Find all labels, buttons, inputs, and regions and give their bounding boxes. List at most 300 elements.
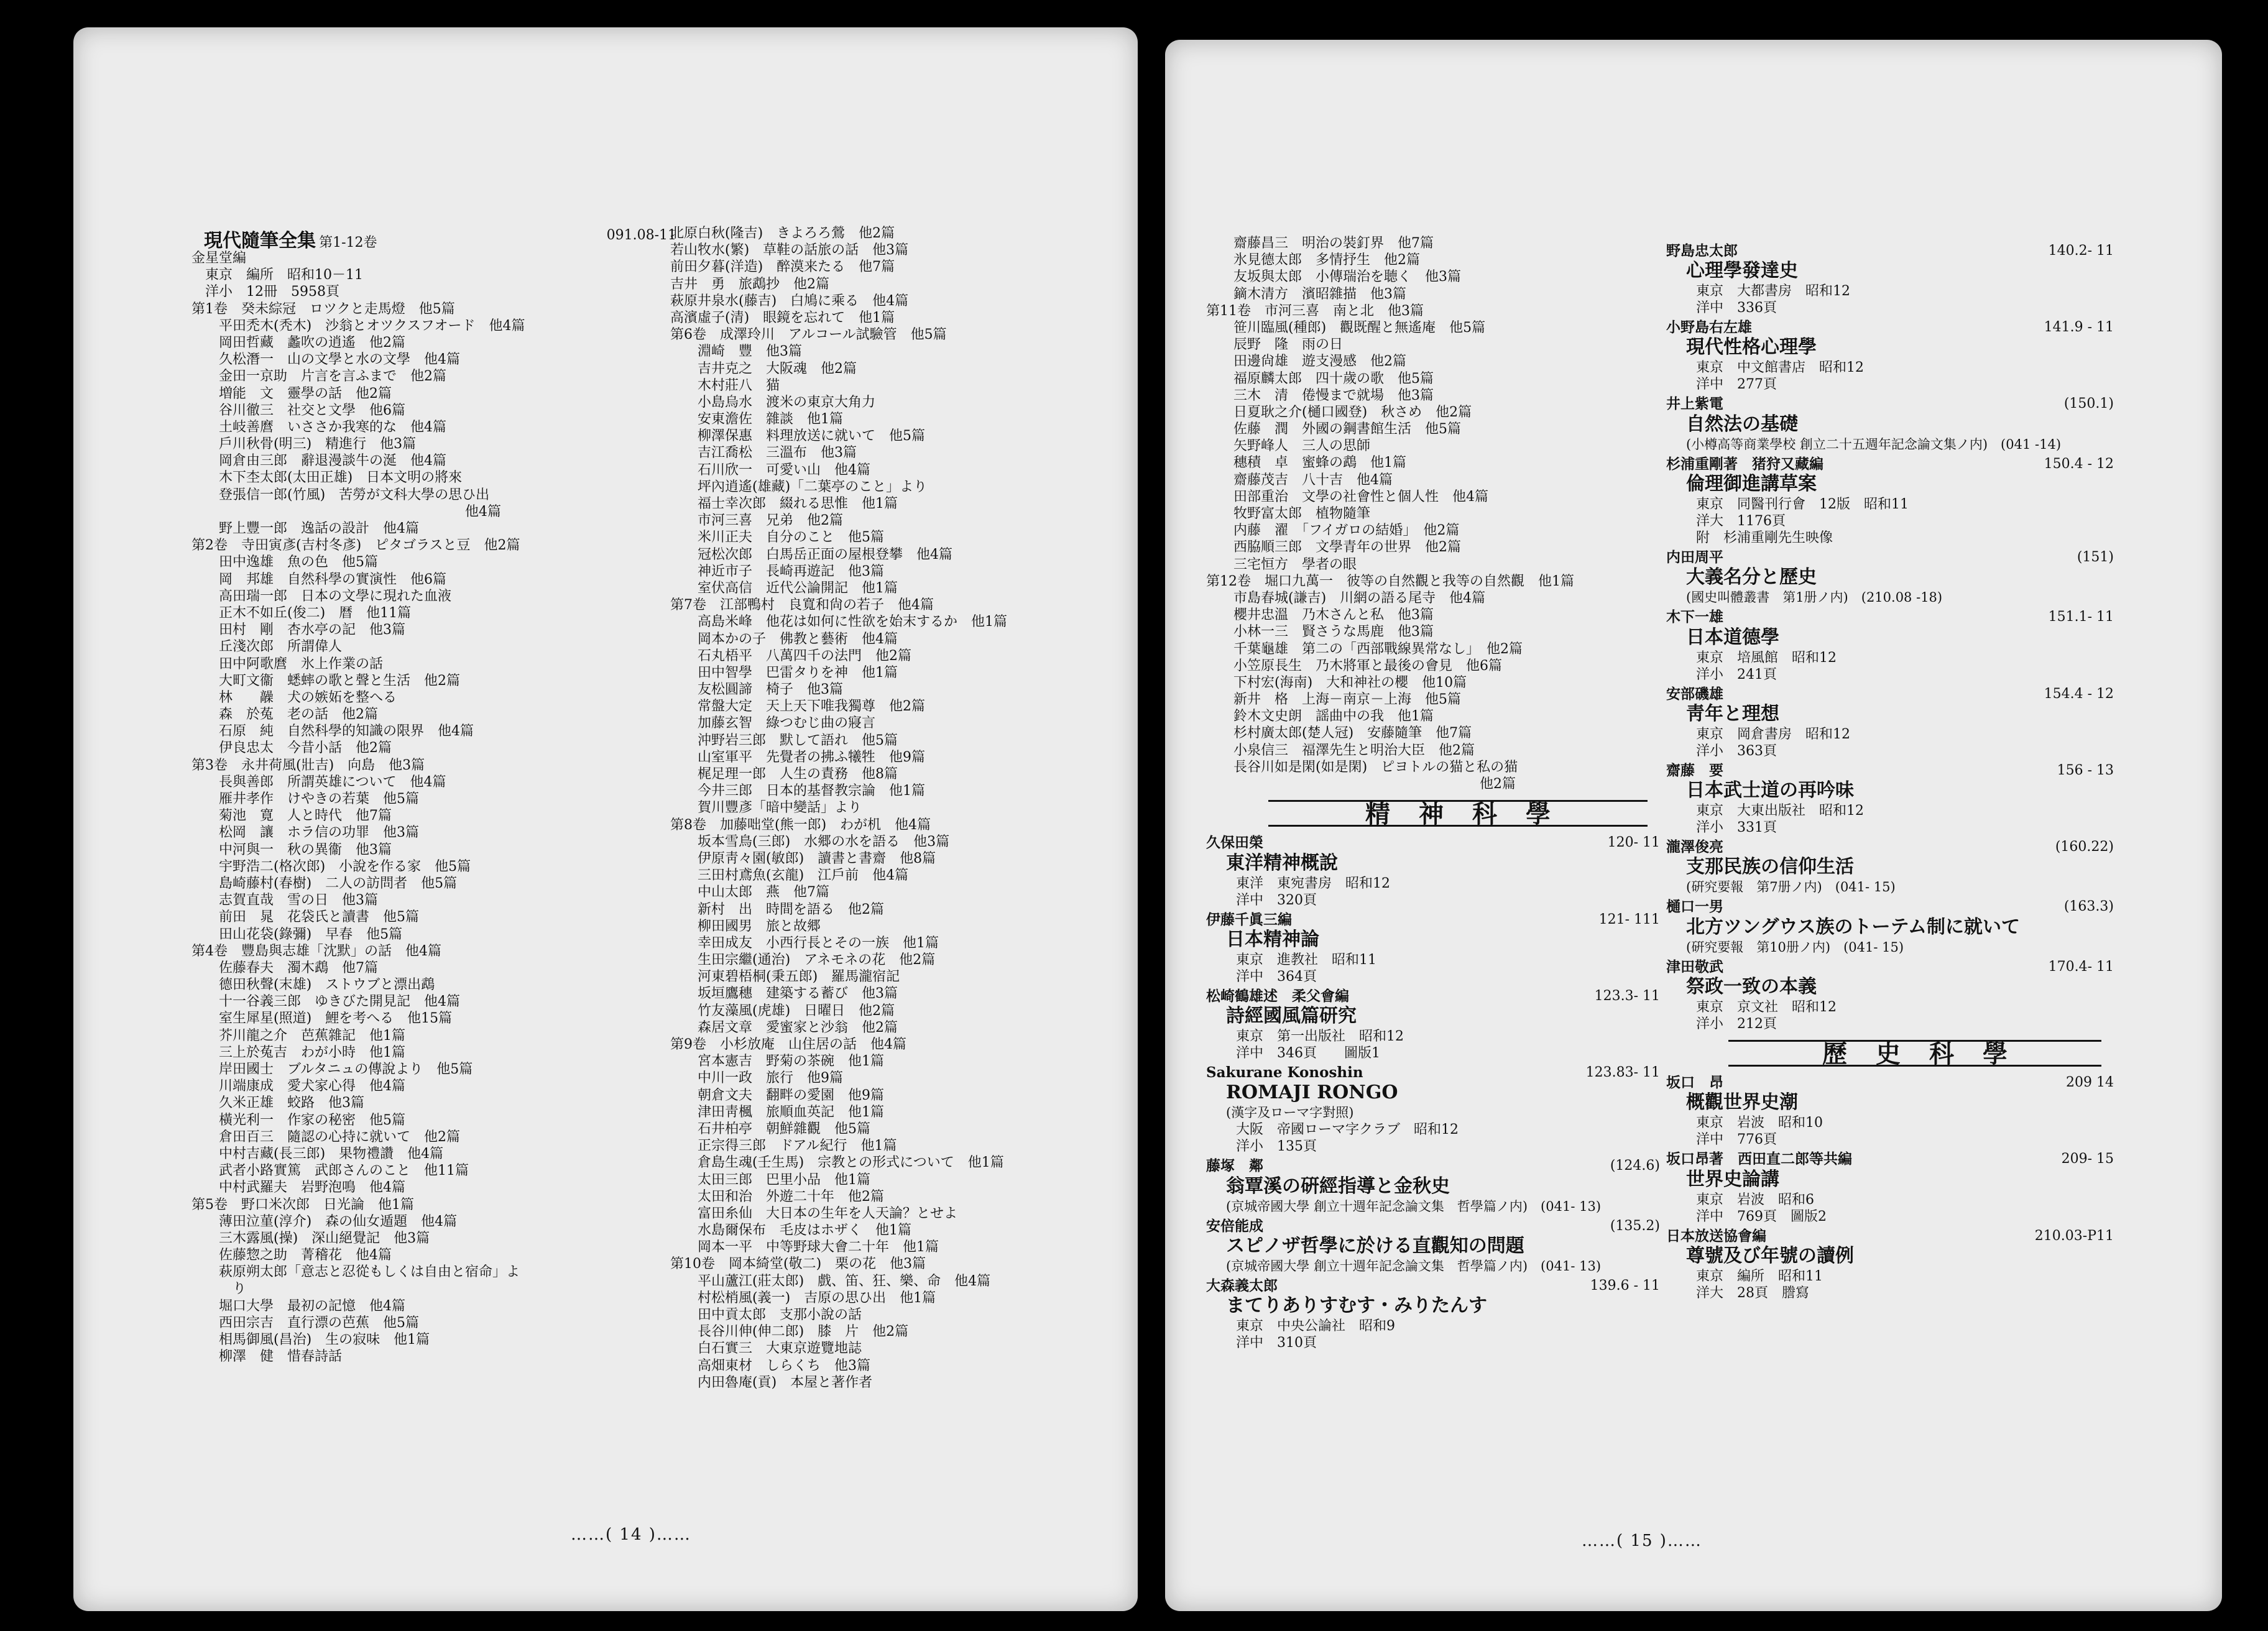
catalog-line: 三木露風(操) 深山絕覺記 他3篇 <box>191 1230 430 1246</box>
entry-publication-line: 東京 編所 昭和11 <box>1696 1268 1823 1284</box>
catalog-line: 平田禿木(秃木) 沙翁とオツクスフオード 他4篇 <box>191 318 525 334</box>
entry-class-number: (135.2) <box>1610 1218 1660 1234</box>
catalog-line: 土岐善麿 いささか我寒的な 他4篇 <box>191 419 446 435</box>
entry-class-number: 141.9 - 11 <box>2044 319 2114 336</box>
catalog-line: 市河三喜 兄弟 他2篇 <box>670 513 843 529</box>
catalog-line: 岡本一平 中等野球大會二十年 他1篇 <box>670 1239 939 1256</box>
catalog-line: 登張信一郎(竹風) 苦勞が文科大學の思ひ出 <box>191 487 490 503</box>
entry-class-number: (151) <box>2077 549 2114 566</box>
catalog-line: 田中阿歌麿 氷上作業の話 <box>191 656 384 672</box>
catalog-line: 長與善郎 所謂英雄について 他4篇 <box>191 774 446 790</box>
catalog-line: 鏑木清方 濱昭雜描 他3篇 <box>1206 286 1406 302</box>
page-number-left: ……( 14 )…… <box>571 1525 691 1544</box>
catalog-line: 武者小路實篤 武郎さんのこと 他11篇 <box>191 1163 469 1179</box>
catalog-line: 村松梢風(義一) 吉原の思ひ出 他1篇 <box>670 1290 936 1306</box>
entry-publication-line: 洋中 769頁 圖版2 <box>1696 1208 1827 1224</box>
catalog-line: 柳田國男 旅と故郷 <box>670 918 821 934</box>
entry-author: 藤塚 鄰 <box>1206 1157 1263 1175</box>
catalog-line: 中山太郎 燕 他7篇 <box>670 884 829 901</box>
catalog-line: 三上於菟吉 わが小時 他1篇 <box>191 1044 405 1060</box>
catalog-line: 山室軍平 先覺者の拂ふ犧牲 他9篇 <box>670 749 925 765</box>
entry-author: 坂口昂著 西田直二郎等共編 <box>1666 1151 1852 1168</box>
catalog-line: 白石實三 大東京遊覽地誌 <box>670 1341 862 1357</box>
catalog-line: 三木 清 倦慢まで就場 他3篇 <box>1206 387 1434 403</box>
catalog-line: 岡 邦雄 自然科學の實演性 他6篇 <box>191 571 446 587</box>
catalog-line: 神近市子 長崎再遊記 他3篇 <box>670 563 884 579</box>
entry-publication-line: 東京 第一出版社 昭和12 <box>1236 1029 1404 1044</box>
catalog-line: 冠松次郎 白馬岳正面の屋根登攀 他4篇 <box>670 546 952 563</box>
entry-publication-line: 東京 大都書房 昭和12 <box>1696 283 1850 300</box>
catalog-line: 相馬御風(昌治) 生の寂味 他1篇 <box>191 1332 430 1348</box>
catalog-line: 田山花袋(錄彌) 早春 他5篇 <box>191 926 403 942</box>
entry-publication-line: 洋中 320頁 <box>1236 892 1317 908</box>
entry-publication-line: 東京 岩波 昭和6 <box>1696 1192 1814 1208</box>
catalog-line: 加藤玄智 綠つむじ曲の寢言 <box>670 715 876 732</box>
catalog-line: 新井 格 上海－南京－上海 他5篇 <box>1206 692 1461 708</box>
section-heading: 精神科學 <box>1268 800 1648 827</box>
catalog-line: 石丸梧平 八萬四千の法門 他2篇 <box>670 648 911 664</box>
catalog-entry <box>1666 319 2114 393</box>
catalog-line: 洋小 12冊 5958頁 <box>191 284 339 300</box>
catalog-entry <box>1666 762 2114 836</box>
entry-class-number: 210.03-P11 <box>2034 1228 2114 1244</box>
left-page <box>73 27 1138 1611</box>
catalog-line: り <box>191 1281 247 1297</box>
catalog-line: 第2卷 寺田寅彥(吉村冬彥) ピタゴラスと豆 他2篇 <box>191 538 520 554</box>
entry-publication-line: 東京 京文社 昭和12 <box>1696 999 1837 1016</box>
entry-publication-line: 洋中 364頁 <box>1236 968 1317 985</box>
catalog-entry <box>1666 609 2114 682</box>
entry-author: 大森義太郎 <box>1206 1277 1278 1295</box>
entry-class-number: 139.6 - 11 <box>1590 1278 1660 1294</box>
catalog-line: 森居文章 愛蜜家と沙翁 他2篇 <box>670 1019 898 1036</box>
catalog-line: 西脇順三郎 文學青年の世界 他2篇 <box>1206 540 1461 556</box>
catalog-line: 第9卷 小杉放庵 山住居の話 他4篇 <box>670 1037 906 1052</box>
catalog-line: 前田夕暮(洋造) 醉漠来たる 他7篇 <box>670 259 895 275</box>
entry-series-note: (漢字及ローマ字對照) <box>1226 1105 1354 1121</box>
catalog-line: 安東澹佐 雜談 他1篇 <box>670 411 843 428</box>
series-title: 現代隨筆全集 <box>204 230 316 252</box>
catalog-line: 田村 剛 杏水亭の記 他3篇 <box>191 622 405 638</box>
catalog-line: 田部重治 文學の社會性と個人性 他4篇 <box>1206 489 1488 505</box>
entry-title: 自然法の基礎 <box>1686 413 1798 435</box>
catalog-line: 岡倉由三郎 辭退漫談牛の涎 他4篇 <box>191 453 446 469</box>
catalog-entry <box>1666 549 2114 606</box>
catalog-line: 日夏耿之介(樋口國登) 秋さめ 他2篇 <box>1206 404 1472 420</box>
entry-publication-line: 洋小 135頁 <box>1236 1139 1317 1155</box>
catalog-line: 久米正雄 蛟路 他3篇 <box>191 1095 364 1111</box>
entry-title: 靑年と理想 <box>1686 702 1779 725</box>
catalog-line: 丘淺次郎 所謂偉人 <box>191 639 343 655</box>
catalog-line: 沖野岩三郎 默して語れ 他5篇 <box>670 732 898 748</box>
series-heading <box>204 225 676 252</box>
catalog-line: 第3卷 永井荷風(壯吉) 向島 他3篇 <box>191 757 425 773</box>
catalog-line: 佐藤 潤 外國の鋼書館生活 他5篇 <box>1206 421 1461 438</box>
catalog-line: 小泉信三 福澤先生と明治大臣 他2篇 <box>1206 742 1475 758</box>
catalog-line: 竹友藻風(虎雄) 日曜日 他2篇 <box>670 1003 895 1019</box>
catalog-line: 石川欣一 可愛い山 他4篇 <box>670 462 870 478</box>
catalog-line: 梶足理一郎 人生の責務 他8篇 <box>670 766 898 782</box>
entry-publication-line: 東京 進教社 昭和11 <box>1236 952 1376 968</box>
catalog-entry <box>1206 1157 1660 1215</box>
catalog-line: 常盤大定 天上天下唯我獨尊 他2篇 <box>670 699 925 715</box>
catalog-line: 第12卷 堀口九萬一 彼等の自然觀と我等の自然觀 他1篇 <box>1206 573 1574 589</box>
entry-title: 詩經國風篇研究 <box>1226 1005 1357 1027</box>
catalog-line: 第5卷 野口米次郎 日光論 他1篇 <box>191 1197 414 1213</box>
catalog-line: 木下杢太郎(太田正雄) 日本文明の將來 <box>191 470 463 486</box>
catalog-line: 氷見德太郎 多情抒生 他2篇 <box>1206 252 1420 269</box>
catalog-line: 岡田哲藏 蠡吹の逍遙 他2篇 <box>191 334 405 351</box>
catalog-line: 朝倉文夫 翻畔の愛園 他9篇 <box>670 1087 884 1103</box>
entry-publication-line: 洋小 331頁 <box>1696 820 1777 836</box>
catalog-line: 長谷川伸(伸二郎) 膝 片 他2篇 <box>670 1324 909 1340</box>
catalog-line: 森 於菟 老の話 他2篇 <box>191 707 378 723</box>
catalog-line: 北原白秋(隆吉) きよろろ鶯 他2篇 <box>670 226 895 241</box>
catalog-line: 生田宗繼(通治) アネモネの花 他2篇 <box>670 952 936 968</box>
entry-publication-line: 東京 培風館 昭和12 <box>1696 650 1837 666</box>
left-column-2 <box>670 225 1130 1391</box>
series-code: 091.08-11 <box>606 227 676 243</box>
entry-title: ROMAJI RONGO <box>1226 1082 1398 1104</box>
entry-publication-line: 東京 中文館書店 昭和12 <box>1696 360 1864 376</box>
catalog-line: 中河與一 秋の異衞 他3篇 <box>191 842 392 858</box>
catalog-line: 岸田國士 ブルタニュの傳說より 他5篇 <box>191 1062 473 1077</box>
entry-title: 大義名分と歷史 <box>1686 566 1817 589</box>
entry-series-note: (小樽高等商業學校 創立二十五週年記念論文集ノ内) (041 -14) <box>1686 436 2062 452</box>
entry-author: 津田敬武 <box>1666 958 1723 975</box>
catalog-line: 淵崎 豐 他3篇 <box>670 344 802 360</box>
entry-title: 祭政一致の本義 <box>1686 976 1817 998</box>
catalog-line: 水島爾保布 毛皮はホザく 他1篇 <box>670 1223 911 1239</box>
section-heading: 歷史科學 <box>1728 1040 2101 1067</box>
catalog-line: 吉井 勇 旅鵡抄 他2篇 <box>670 276 829 292</box>
catalog-entry <box>1206 834 1660 908</box>
entry-title: 翁覃溪の硏經指導と金秋史 <box>1226 1175 1450 1197</box>
catalog-line: 前田 晁 花袋氏と讀書 他5篇 <box>191 909 419 926</box>
series-volume: 第1-12卷 <box>319 235 377 250</box>
entry-class-number: 123.3- 11 <box>1594 988 1660 1004</box>
catalog-line: 宮本憲吉 野菊の茶碗 他1篇 <box>670 1054 884 1070</box>
catalog-line: 久松潛一 山の文學と水の文學 他4篇 <box>191 352 460 368</box>
catalog-line: 田中逸雄 魚の色 他5篇 <box>191 554 378 571</box>
catalog-entry <box>1206 988 1660 1062</box>
catalog-line: 伊原靑々園(敏郎) 讀書と書齋 他8篇 <box>670 850 936 866</box>
catalog-line: 柳澤 健 惜春詩話 <box>191 1349 343 1365</box>
entry-class-number: 123.83- 11 <box>1585 1065 1660 1080</box>
catalog-line: 橫光利一 作家の秘密 他5篇 <box>191 1112 405 1128</box>
catalog-line: 鈴木文史朗 謡曲中の我 他1篇 <box>1206 709 1434 725</box>
catalog-line: 薄田泣菫(淳介) 森の仙女遁題 他4篇 <box>191 1213 458 1229</box>
catalog-line: 堀口大學 最初の記憶 他4篇 <box>191 1298 405 1314</box>
catalog-line: 友坂與太郎 小傳瑞治を聴く 他3篇 <box>1206 269 1461 285</box>
entry-publication-line: 大阪 帝國ローマ字クラブ 昭和12 <box>1236 1122 1459 1138</box>
entry-class-number: 156 - 13 <box>2057 762 2114 778</box>
catalog-line: 櫻井忠溫 乃木さんと私 他3篇 <box>1206 607 1434 623</box>
entry-class-number: 120- 11 <box>1607 835 1660 851</box>
entry-class-number: (160.22) <box>2055 839 2114 855</box>
entry-publication-line: 洋中 346頁 圖版1 <box>1236 1045 1380 1061</box>
entry-class-number: 209 14 <box>2066 1075 2114 1091</box>
catalog-line: 新村 出 時間を語る 他2篇 <box>670 901 884 917</box>
entry-author: 齋藤 要 <box>1666 761 1723 779</box>
catalog-line: 小島烏水 渡米の東京大角力 <box>670 394 876 410</box>
catalog-line: 牧野富太郎 植物隨筆 <box>1206 506 1371 521</box>
catalog-line: 柳澤保惠 料理放送に就いて 他5篇 <box>670 428 925 444</box>
catalog-entry <box>1666 958 2114 1032</box>
catalog-line: 坂本雪鳥(三郎) 水郷の水を語る 他3篇 <box>670 834 950 850</box>
catalog-line: 福士幸次郎 綴れる思惟 他1篇 <box>670 496 898 512</box>
catalog-line: 志賀直哉 雪の日 他3篇 <box>191 893 378 909</box>
entry-title: 日本精神論 <box>1226 928 1319 950</box>
entry-title: 支那民族の信仰生活 <box>1686 856 1854 878</box>
catalog-line: 矢野峰人 三人の思師 <box>1206 438 1371 454</box>
catalog-line: 第7卷 江部鴨村 良寬和尙の若子 他4篇 <box>670 597 934 613</box>
catalog-line: 太田和治 外遊二十年 他2篇 <box>670 1188 884 1205</box>
entry-publication-line: 洋小 363頁 <box>1696 743 1777 759</box>
entry-author: 瀧澤俊亮 <box>1666 838 1723 856</box>
catalog-line: 第4卷 豐島與志雄「沈默」の話 他4篇 <box>191 943 441 959</box>
entry-class-number: 154.4 - 12 <box>2044 686 2114 702</box>
entry-author: 坂口 昂 <box>1666 1074 1723 1091</box>
catalog-line: 田中貢太郎 支那小說の話 <box>670 1307 862 1323</box>
catalog-line: 坂垣鷹穗 建築する蓄び 他3篇 <box>670 986 898 1002</box>
entry-title: 東洋精神概說 <box>1226 852 1338 874</box>
entry-publication-line: 東京 同醫刊行會 12版 昭和11 <box>1696 497 1909 513</box>
entry-author: 安倍能成 <box>1206 1217 1263 1234</box>
entry-class-number: 121- 111 <box>1598 911 1660 927</box>
catalog-line: 他2篇 <box>1206 776 1516 792</box>
catalog-line: 木村莊八 猫 <box>670 377 780 393</box>
catalog-line: 第10卷 岡本綺堂(敬二) 栗の花 他3篇 <box>670 1256 926 1272</box>
catalog-line: 高畑東材 しらくち 他3篇 <box>670 1358 870 1374</box>
catalog-line: 穗積 卓 蜜蜂の鵡 他1篇 <box>1206 455 1406 471</box>
catalog-line: 高濱虛子(清) 眼鏡を忘れて 他1篇 <box>670 310 895 326</box>
entry-class-number: 170.4- 11 <box>2048 958 2114 975</box>
catalog-line: 菊池 寛 人と時代 他7篇 <box>191 808 392 824</box>
catalog-line: 小林一三 賢さうな馬鹿 他3篇 <box>1206 624 1434 640</box>
page-number-right: ……( 15 )…… <box>1582 1532 1702 1550</box>
catalog-line: 第6卷 成澤玲川 アルコール試驗管 他5篇 <box>670 327 947 343</box>
catalog-entry <box>1666 898 2114 955</box>
entry-title: 尊號及び年號の讀例 <box>1686 1244 1854 1267</box>
entry-author: 松崎鶴雄述 柔父會編 <box>1206 987 1349 1004</box>
catalog-line: 林 髞 犬の嫉妬を整へる <box>191 689 397 705</box>
catalog-line: 太田三郎 巴里小品 他1篇 <box>670 1172 870 1188</box>
entry-class-number: 150.4 - 12 <box>2044 456 2114 472</box>
catalog-line: 倉田百三 隨認の心持に就いて 他2篇 <box>191 1129 460 1145</box>
entry-publication-line: 洋中 776頁 <box>1696 1132 1777 1148</box>
catalog-line: 野上豐一郎 逸話の設計 他4篇 <box>191 521 419 536</box>
entry-title: 倫理御進講草案 <box>1686 473 1817 495</box>
entry-publication-line: 洋小 241頁 <box>1696 666 1777 682</box>
catalog-line: 増能 文 靈學の話 他2篇 <box>191 385 392 402</box>
catalog-line: 萩原井泉水(藤吉) 白鳩に乘る 他4篇 <box>670 293 909 309</box>
catalog-entry <box>1666 395 2114 453</box>
catalog-entry <box>1206 1277 1660 1351</box>
entry-publication-line: 洋中 310頁 <box>1236 1335 1317 1351</box>
catalog-line: 室生犀星(照道) 鯉を考へる 他15篇 <box>191 1011 453 1027</box>
entry-author: 木下一雄 <box>1666 609 1723 626</box>
catalog-line: 坪內逍遙(雄藏)「二葉亭のこと」より <box>670 479 928 495</box>
catalog-line: 十一谷義三郎 ゆきびた開見記 他4篇 <box>191 994 460 1010</box>
catalog-line: 若山牧水(繁) 草鞋の話旅の話 他3篇 <box>670 242 909 259</box>
catalog-entry <box>1666 456 2114 546</box>
catalog-line: 島崎藤村(春樹) 二人の訪問者 他5篇 <box>191 875 458 891</box>
catalog-line: 正宗得三郎 ドアル紀行 他1篇 <box>670 1138 897 1154</box>
entry-title: 日本武士道の再吟味 <box>1686 779 1854 802</box>
entry-class-number: (150.1) <box>2063 396 2114 412</box>
entry-author: 久保田榮 <box>1206 834 1263 852</box>
catalog-line: 田中智學 巴雷タりを神 他1篇 <box>670 664 898 681</box>
entry-title: まてりありすむす・みりたんす <box>1226 1295 1487 1317</box>
catalog-line: 辰野 隆 雨の日 <box>1206 337 1344 353</box>
catalog-line: 米川正夫 自分のこと 他5篇 <box>670 530 884 546</box>
catalog-line: 德田秋聲(末雄) ストウブと漂出鵡 <box>191 977 435 993</box>
catalog-entry <box>1206 1218 1660 1275</box>
entry-publication-line: 洋中 336頁 <box>1696 300 1777 316</box>
entry-series-note: (國史叫體叢書 第1册ノ内) (210.08 -18) <box>1686 590 1943 605</box>
left-column-1 <box>191 250 676 1365</box>
entry-title: スピノザ哲學に於ける直觀知の問題 <box>1226 1235 1524 1257</box>
catalog-line: 室伏高信 近代公論開記 他1篇 <box>670 580 898 596</box>
catalog-line: 福原麟太郎 四十歲の歌 他5篇 <box>1206 370 1434 387</box>
entry-publication-line: 洋大 28頁 謄寫 <box>1696 1285 1809 1301</box>
catalog-entry <box>1666 1074 2114 1148</box>
catalog-line: 平山蘆江(莊太郎) 戲、笛、狂、樂、命 他4篇 <box>670 1273 991 1289</box>
catalog-line: 高島米峰 他花は如何に性欲を始末するか 他1篇 <box>670 614 1007 630</box>
entry-series-note: (京城帝國大學 創立十週年記念論文集 哲學篇ノ内) (041- 13) <box>1226 1198 1602 1214</box>
catalog-entry <box>1666 1228 2114 1302</box>
entry-title: 心理學發達史 <box>1686 260 1798 282</box>
catalog-line: 伊良忠太 今昔小話 他2篇 <box>191 740 392 756</box>
entry-publication-line: 洋中 277頁 <box>1696 377 1777 393</box>
entry-publication-line: 附 杉浦重剛先生映像 <box>1696 530 1833 546</box>
entry-author: Sakurane Konoshin <box>1206 1064 1363 1081</box>
catalog-entry <box>1666 242 2114 316</box>
catalog-line: 河東碧梧桐(秉五郎) 羅馬瀧宿記 <box>670 969 900 985</box>
entry-class-number: (163.3) <box>2063 899 2114 915</box>
entry-title: 日本道德學 <box>1686 626 1779 648</box>
catalog-entry <box>1666 1151 2114 1224</box>
catalog-line: 笹川臨風(種郎) 觀既醒と無遙庵 他5篇 <box>1206 319 1486 336</box>
catalog-line: 千葉龜雄 第二の「西部戰線異常なし」 他2篇 <box>1206 641 1523 657</box>
entry-title: 現代性格心理學 <box>1686 336 1817 359</box>
entry-title: 世界史論講 <box>1686 1168 1779 1190</box>
entry-publication-line: 東京 大東出版社 昭和12 <box>1696 803 1864 819</box>
entry-author: 井上紫電 <box>1666 395 1723 413</box>
entry-author: 日本放送協會編 <box>1666 1227 1766 1244</box>
catalog-line: 杉村廣太郎(楚人冠) 安藤隨筆 他7篇 <box>1206 725 1472 742</box>
catalog-line: 正木不如丘(俊二) 暦 他11篇 <box>191 605 412 621</box>
entry-author: 安部磯雄 <box>1666 685 1723 702</box>
catalog-line: 長谷川如是閑(如是閑) ピヨトルの猫と私の猫 <box>1206 759 1518 775</box>
catalog-line: 市島春城(謙吉) 川網の語る尾寺 他4篇 <box>1206 590 1486 606</box>
catalog-line: 萩原朔太郎「意志と忍從もしくは自由と宿命」よ <box>191 1264 520 1280</box>
catalog-line: 岡本かの子 佛教と藝術 他4篇 <box>670 631 898 647</box>
catalog-line: 三田村鳶魚(玄龍) 江戶前 他4篇 <box>670 868 909 884</box>
catalog-line: 吉井克之 大阪魂 他2篇 <box>670 361 857 377</box>
catalog-line: 中川一政 旅行 他9篇 <box>670 1070 843 1087</box>
entry-class-number: (124.6) <box>1610 1158 1660 1174</box>
entry-title: 概觀世界史潮 <box>1686 1091 1798 1114</box>
catalog-line: 西田宗吉 直行漂の芭蕉 他5篇 <box>191 1315 419 1331</box>
entry-series-note: (硏究要報 第10册ノ内) (041- 15) <box>1686 939 1904 955</box>
catalog-entry <box>1206 911 1660 985</box>
catalog-line: 倉島生魂(壬生馬) 宗教との形式について 他1篇 <box>670 1155 1004 1171</box>
catalog-line: 雁井孝作 けやきの若葉 他5篇 <box>191 791 419 807</box>
entry-publication-line: 東京 中央公論社 昭和9 <box>1236 1318 1395 1335</box>
catalog-line: 中村吉藏(長三郎) 果物禮讚 他4篇 <box>191 1146 444 1162</box>
entry-author: 小野島右左雄 <box>1666 319 1752 336</box>
catalog-line: 石井柏亭 朝鮮雜觀 他5篇 <box>670 1121 870 1137</box>
catalog-line: 下村宏(海南) 大和神社の櫻 他10篇 <box>1206 674 1467 691</box>
catalog-line: 宇野浩二(格次郎) 小說を作る家 他5篇 <box>191 858 471 875</box>
catalog-line: 幸田成友 小西行長とその一族 他1篇 <box>670 935 939 951</box>
right-column-2 <box>1666 242 2114 1304</box>
catalog-line: 東京 編所 昭和10－11 <box>191 267 363 283</box>
catalog-line: 内田魯庵(貢) 本屋と著作者 <box>670 1374 873 1390</box>
catalog-line: 第11卷 市河三喜 南と北 他3篇 <box>1206 303 1424 319</box>
entry-series-note: (京城帝國大學 創立十週年記念論文集 哲學篇ノ内) (041- 13) <box>1226 1259 1602 1274</box>
catalog-line: 第1卷 癸未綜冠 ロツクと走馬燈 他5篇 <box>191 301 455 317</box>
catalog-line: 他4篇 <box>191 503 501 520</box>
catalog-line: 内藤 濯 「フイガロの結婚」 他2篇 <box>1206 523 1460 539</box>
entry-series-note: (硏究要報 第7册ノ内) (041- 15) <box>1686 880 1896 895</box>
catalog-line: 石原 純 自然科學的知識の限界 他4篇 <box>191 724 474 740</box>
catalog-line: 今井三郎 日本的基督教宗論 他1篇 <box>670 783 925 799</box>
catalog-line: 松岡 讓 ホラ信の功罪 他3篇 <box>191 825 419 841</box>
catalog-line: 齋藤昌三 明治の裝釘界 他7篇 <box>1206 236 1434 251</box>
entry-author: 野島忠太郎 <box>1666 242 1738 259</box>
entry-author: 樋口一男 <box>1666 898 1723 916</box>
catalog-line: 佐藤春夫 濁木鵡 他7篇 <box>191 960 378 976</box>
catalog-line: 三宅恒方 學者の眼 <box>1206 556 1357 572</box>
entry-author: 内田周平 <box>1666 549 1723 566</box>
catalog-line: 富田糸仙 大日本の生年を人天論？とせよ <box>670 1205 958 1221</box>
entry-publication-line: 東京 岡倉書房 昭和12 <box>1696 726 1850 742</box>
catalog-line: 佐藤惣之助 菁稽花 他4篇 <box>191 1247 392 1264</box>
entry-publication-line: 東京 岩波 昭和10 <box>1696 1115 1823 1131</box>
catalog-line: 第8卷 加藤咄堂(熊一郎) わが机 他4篇 <box>670 817 931 833</box>
catalog-line: 津田靑楓 旅順血英記 他1篇 <box>670 1104 884 1120</box>
entry-class-number: 151.1- 11 <box>2048 609 2114 625</box>
catalog-line: 田邊尙雄 遊支漫感 他2篇 <box>1206 354 1406 370</box>
catalog-line: 吉江喬松 三溫布 他3篇 <box>670 445 857 461</box>
catalog-line: 戶川秋骨(明三) 精進行 他3篇 <box>191 436 417 453</box>
catalog-line: 齋藤茂吉 八十吉 他4篇 <box>1206 472 1393 488</box>
catalog-entry <box>1206 1064 1660 1155</box>
catalog-line: 友松圓諦 椅子 他3篇 <box>670 682 843 698</box>
entry-publication-line: 東洋 東宛書房 昭和12 <box>1236 875 1390 891</box>
catalog-line: 中村武羅夫 岩野泡鳴 他4篇 <box>191 1180 405 1196</box>
entry-author: 伊藤千眞三編 <box>1206 911 1292 928</box>
entry-title: 北方ツングウス族のトーテム制に就いて <box>1686 916 2020 938</box>
catalog-entry <box>1666 838 2114 896</box>
catalog-line: 金星堂編 <box>191 250 247 266</box>
entry-class-number: 140.2- 11 <box>2048 243 2114 259</box>
entry-publication-line: 洋大 1176頁 <box>1696 513 1786 530</box>
entry-class-number: 209- 15 <box>2061 1151 2114 1167</box>
catalog-line: 賀川豐彥「暗中變話」より <box>670 800 862 816</box>
right-column-1 <box>1206 235 1660 1354</box>
catalog-line: 高田瑞一郎 日本の文學に現れた血液 <box>191 588 452 604</box>
entry-publication-line: 洋小 212頁 <box>1696 1016 1777 1032</box>
catalog-line: 谷川徹三 社交と文學 他6篇 <box>191 402 405 418</box>
catalog-entry <box>1666 686 2114 760</box>
catalog-line: 大町文衞 蟋蟀の歌と聲と生活 他2篇 <box>191 673 460 689</box>
catalog-line: 芥川龍之介 芭蕉雜記 他1篇 <box>191 1027 405 1044</box>
right-page <box>1165 40 2222 1611</box>
